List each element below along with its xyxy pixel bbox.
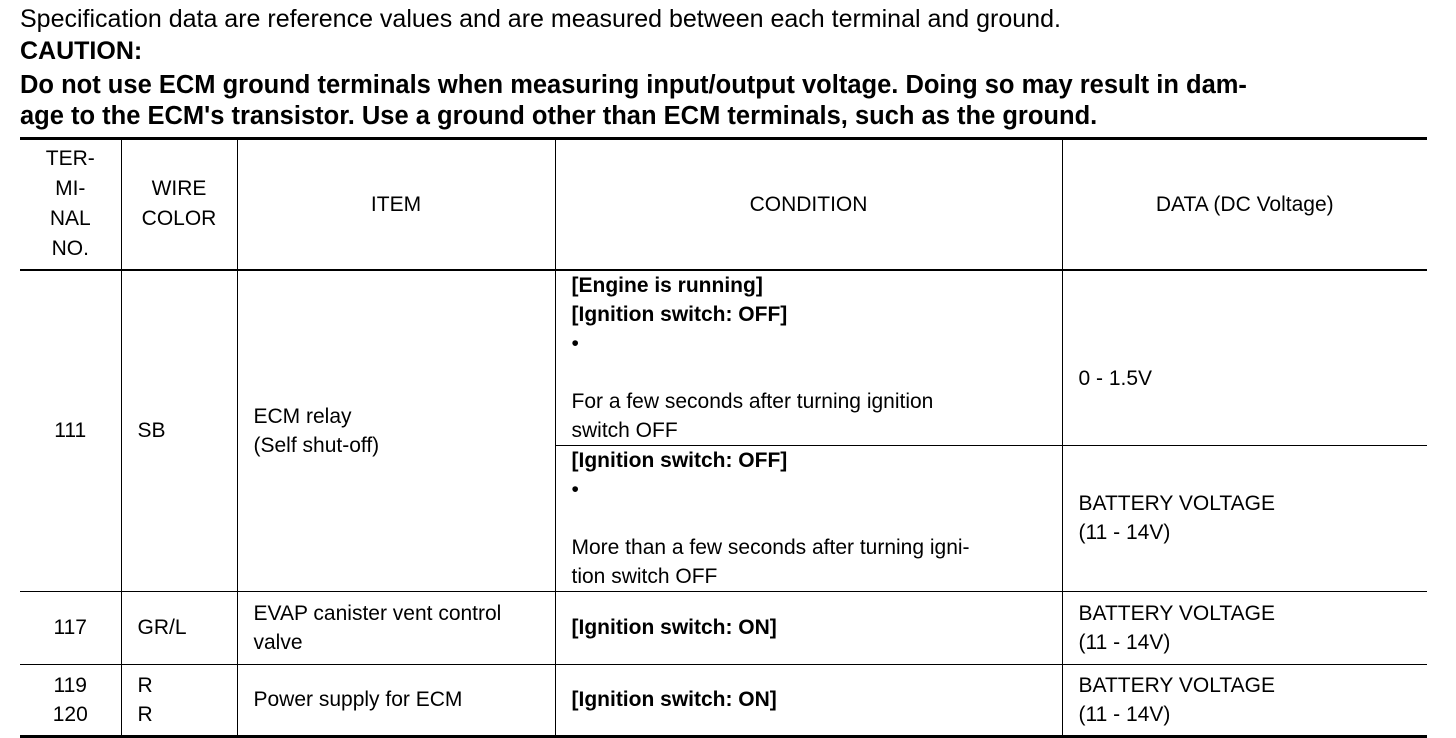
header-wire-line: WIRE — [151, 177, 207, 201]
terminal-cell — [20, 664, 121, 736]
caution-line: age to the ECM's transistor. Use a ground other than ECM terminals, such as the ground. — [20, 102, 1098, 130]
condition-bold-line: [Ignition switch: OFF] — [571, 448, 788, 472]
header-terminal-line: NAL — [49, 207, 91, 231]
item-cell — [237, 591, 555, 664]
terminal-cell — [20, 270, 121, 592]
header-data: DATA (DC Voltage) — [1062, 139, 1427, 270]
condition-bold-line: [Ignition switch: OFF] — [571, 302, 788, 326]
condition-cell — [555, 270, 1062, 446]
wire-color: SB — [137, 419, 166, 442]
header-terminal-line: MI- — [55, 177, 86, 201]
item-line: ECM relay — [253, 404, 352, 428]
condition-bullet-line: tion switch OFF — [571, 564, 718, 588]
item-cell — [237, 664, 555, 736]
data-cell — [1062, 270, 1427, 446]
condition-bold-line: [Ignition switch: ON] — [571, 688, 777, 711]
item-cell — [237, 270, 555, 592]
condition-bullet-line: switch OFF — [571, 418, 678, 442]
bullet-glyph: • — [571, 331, 579, 355]
data-line: BATTERY VOLTAGE — [1078, 673, 1275, 697]
item-line: Power supply for ECM — [253, 688, 463, 711]
terminal-number: 111 — [54, 419, 87, 442]
header-terminal-no — [20, 139, 121, 270]
header-wire-line: COLOR — [141, 207, 217, 231]
wire-color: R — [137, 673, 153, 697]
table-row — [20, 591, 1427, 664]
condition-bold-line: [Engine is running] — [571, 273, 763, 297]
wire-color: GR/L — [137, 616, 187, 639]
table-row — [20, 270, 1427, 446]
item-line: EVAP canister vent control — [253, 601, 502, 625]
wire-color-cell — [121, 664, 237, 736]
condition-bold-line: [Ignition switch: ON] — [571, 616, 777, 639]
table-header-row — [20, 139, 1427, 270]
bullet-text: More than a few seconds after turning igni- — [571, 535, 970, 559]
bullet-text: For a few seconds after turning ignition — [571, 389, 934, 413]
data-cell — [1062, 445, 1427, 591]
data-line: BATTERY VOLTAGE — [1078, 601, 1275, 625]
terminal-cell — [20, 591, 121, 664]
data-line: (11 - 14V) — [1078, 630, 1171, 654]
data-cell — [1062, 591, 1427, 664]
terminal-number: 117 — [53, 616, 87, 639]
terminal-spec-table — [20, 137, 1427, 738]
condition-bullet-line — [571, 475, 1046, 562]
terminal-number: 120 — [52, 702, 88, 726]
caution-line: Do not use ECM ground terminals when measuring input/output voltage. Doing so may result in dam- — [20, 71, 1247, 99]
data-line: (11 - 14V) — [1078, 702, 1171, 726]
condition-bullet-item — [572, 329, 1046, 445]
table-row — [20, 664, 1427, 736]
wire-color-cell — [121, 270, 237, 592]
data-line: (11 - 14V) — [1078, 521, 1171, 544]
condition-bullet-item — [572, 475, 1046, 591]
header-terminal-line: TER- — [45, 147, 95, 171]
data-cell — [1062, 664, 1427, 736]
condition-bullet-line — [571, 329, 1046, 416]
item-line: valve — [253, 630, 303, 654]
condition-cell — [555, 445, 1062, 591]
wire-color-cell — [121, 591, 237, 664]
header-terminal-line: NO. — [51, 237, 89, 261]
header-condition: CONDITION — [555, 139, 1062, 270]
caution-text — [20, 70, 1430, 132]
header-wire-color — [121, 139, 237, 270]
intro-text: Specification data are reference values and are measured between each terminal and ground. — [20, 5, 1061, 33]
terminal-number: 119 — [53, 673, 87, 697]
item-line: (Self shut-off) — [253, 433, 380, 457]
caution-heading: CAUTION: — [20, 37, 143, 65]
condition-cell — [555, 591, 1062, 664]
wire-color: R — [137, 702, 153, 726]
data-line: BATTERY VOLTAGE — [1078, 492, 1275, 515]
condition-cell — [555, 664, 1062, 736]
bullet-glyph: • — [571, 477, 579, 501]
header-item: ITEM — [237, 139, 555, 270]
data-line: 0 - 1.5V — [1078, 367, 1153, 390]
